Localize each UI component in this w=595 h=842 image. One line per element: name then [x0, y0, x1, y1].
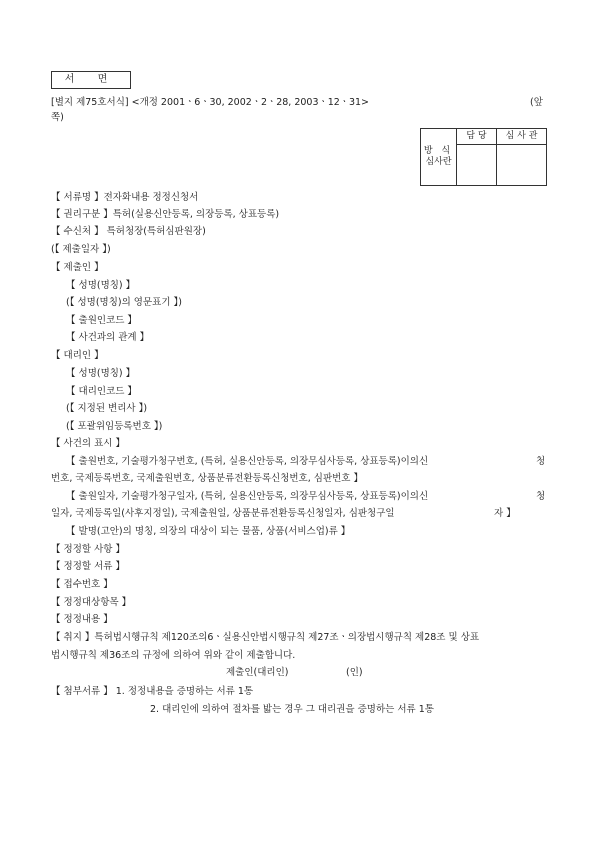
case-number-line-1-end: 청: [536, 456, 546, 467]
side-label-page: 쪽): [51, 112, 64, 123]
case-number-line-2: 번호, 국제등록번호, 국제출원번호, 상품분류전환등록신청번호, 심판번호 】: [51, 473, 363, 484]
submitter-name-line: 【 성명(명칭) 】: [66, 280, 136, 291]
correction-content-line: 【 정정내용 】: [51, 614, 113, 625]
agent-code-line: 【 대리인코드 】: [66, 386, 137, 397]
case-date-line-2-end: 자 】: [494, 508, 516, 519]
agent-heading: 【 대리인 】: [51, 350, 104, 361]
attachment-line-2: 2. 대리인에 의하여 절차를 밟는 경우 그 대리권을 증명하는 서류 1통: [150, 704, 434, 715]
doc-name-line: 【 서류명 】전자화내용 정정신청서: [51, 192, 199, 203]
approval-row-label: [421, 129, 457, 186]
right-type-line: 【 권리구분 】특허(실용신안등록, 의장등록, 상표등록): [51, 209, 280, 220]
approval-header-charge: 담 당: [457, 129, 497, 145]
approval-label-method: 방 식: [423, 146, 454, 156]
case-date-line-1: 【 출원일자, 기술평가청구일자, (특허, 실용신안등록, 의장무심사등록, 상표등록)이의신: [66, 491, 429, 502]
approval-label-review: 심사란: [425, 157, 452, 167]
purpose-line-1: 【 취지 】특허법시행규칙 제120조의6ㆍ실용신안법시행규칙 제27조ㆍ의장법시행규칙 제28조 및 상표: [51, 632, 480, 643]
case-date-line-1-end: 청: [536, 491, 546, 502]
document-title-box: [51, 71, 131, 89]
applicant-code-line: 【 출원인코드 】: [66, 315, 137, 326]
document-title: 서 면: [64, 74, 118, 85]
purpose-line-2: 법시행규칙 제36조의 규정에 의하여 위와 같이 제출합니다.: [51, 650, 296, 661]
case-relation-line: 【 사건과의 관계 】: [66, 332, 150, 343]
blanket-power-line: (【 포괄위임등록번호 】): [66, 421, 163, 432]
case-indication-heading: 【 사건의 표시 】: [51, 438, 125, 449]
approval-cell-examiner: [497, 145, 547, 186]
submitter-signature-label: 제출인(대리인): [226, 667, 289, 678]
correction-matter-line: 【 정정할 사항 】: [51, 544, 125, 555]
form-reference: [별지 제75호서식] <개정 2001ㆍ6ㆍ30, 2002ㆍ2ㆍ28, 2003ㆍ12ㆍ31>: [51, 97, 370, 108]
submission-date-line: (【 제출일자 】): [51, 244, 111, 255]
case-date-line-2: 일자, 국제등록일(사후지정일), 국제출원일, 상품분류전환등록신청일자, 심판청구일: [51, 508, 395, 519]
approval-cell-charge: [457, 145, 497, 186]
approval-header-examiner: 심 사 관: [497, 129, 547, 145]
submitter-heading: 【 제출인 】: [51, 262, 104, 273]
correction-document-line: 【 정정할 서류 】: [51, 561, 125, 572]
attachment-line-1: 【 첨부서류 】 1. 정정내용을 증명하는 서류 1통: [51, 686, 254, 697]
approval-table: [420, 128, 547, 186]
recipient-line: 【 수신처 】 특허청장(특허심판원장): [51, 226, 206, 237]
designated-attorney-line: (【 지정된 변리사 】): [66, 403, 148, 414]
submitter-english-name-line: (【 성명(명칭)의 영문표기 】): [66, 297, 182, 308]
receipt-number-line: 【 접수번호 】: [51, 579, 113, 590]
agent-name-line: 【 성명(명칭) 】: [66, 368, 136, 379]
side-label-front: (앞: [530, 97, 543, 108]
case-number-line-1: 【 출원번호, 기술평가청구번호, (특허, 실용신안등록, 의장무심사등록, 상표등록)이의신: [66, 456, 429, 467]
correction-item-line: 【 정정대상항목 】: [51, 597, 132, 608]
title-underline: [51, 88, 131, 89]
invention-title-line: 【 발명(고안)의 명칭, 의장의 대상이 되는 물품, 상품(서비스업)류 】: [66, 526, 351, 537]
seal-mark: (인): [346, 667, 363, 678]
